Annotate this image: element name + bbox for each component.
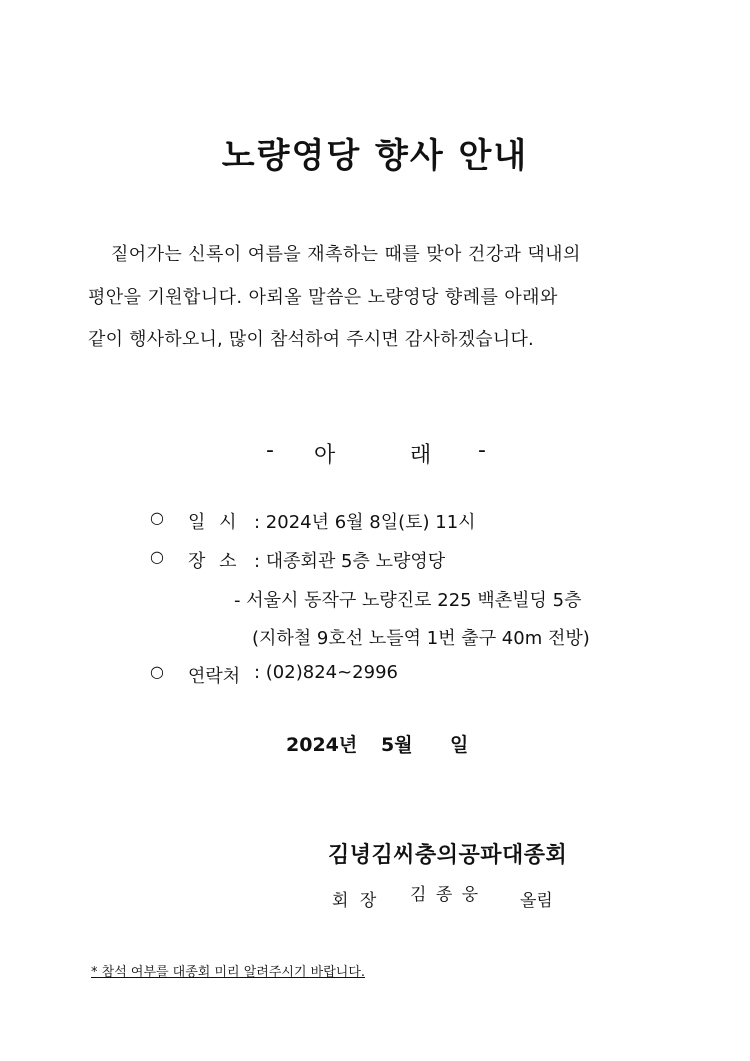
issue-month: 5월 — [381, 734, 413, 756]
contact-label: 연락처 — [188, 666, 241, 687]
bullet-icon: ○ — [150, 662, 164, 681]
intro-line-3: 같이 행사하오니, 많이 참석하여 주시면 감사하겠습니다. — [88, 329, 534, 350]
intro-line-2: 평안을 기원합니다. 아뢰올 말씀은 노량영당 향례를 아래와 — [88, 287, 558, 308]
footnote: * 참석 여부를 대종회 미리 알려주시기 바랍니다. — [91, 965, 366, 980]
date-label: 일 시 — [188, 512, 241, 533]
signer-title: 회 장 — [332, 891, 380, 911]
heading-char-1: 아 — [314, 443, 336, 468]
place-address: - 서울시 동작구 노량진로 225 백촌빌딩 5층 — [234, 590, 582, 611]
place-directions: (지하철 9호선 노들역 1번 출구 40m 전방) — [252, 628, 590, 649]
bullet-icon: ○ — [150, 547, 164, 566]
intro-line-1: 짙어가는 신록이 여름을 재촉하는 때를 맞아 건강과 댁내의 — [111, 244, 581, 265]
signer-name: 김 종 웅 — [410, 885, 481, 905]
signature-closing: 올림 — [520, 891, 553, 911]
place-value: : 대종회관 5층 노량영당 — [254, 551, 446, 572]
heading-dash-right: - — [478, 438, 486, 463]
contact-value: : (02)824~2996 — [254, 662, 398, 683]
document-title: 노량영당 향사 안내 — [221, 136, 529, 176]
place-label: 장 소 — [188, 551, 241, 572]
issue-year: 2024년 — [286, 734, 358, 756]
heading-char-2: 래 — [410, 443, 432, 468]
heading-dash-left: - — [266, 438, 274, 463]
date-value: : 2024년 6월 8일(토) 11시 — [254, 512, 476, 533]
organization-name: 김녕김씨충의공파대종회 — [328, 843, 568, 868]
issue-day: 일 — [450, 734, 469, 756]
bullet-icon: ○ — [150, 508, 164, 527]
